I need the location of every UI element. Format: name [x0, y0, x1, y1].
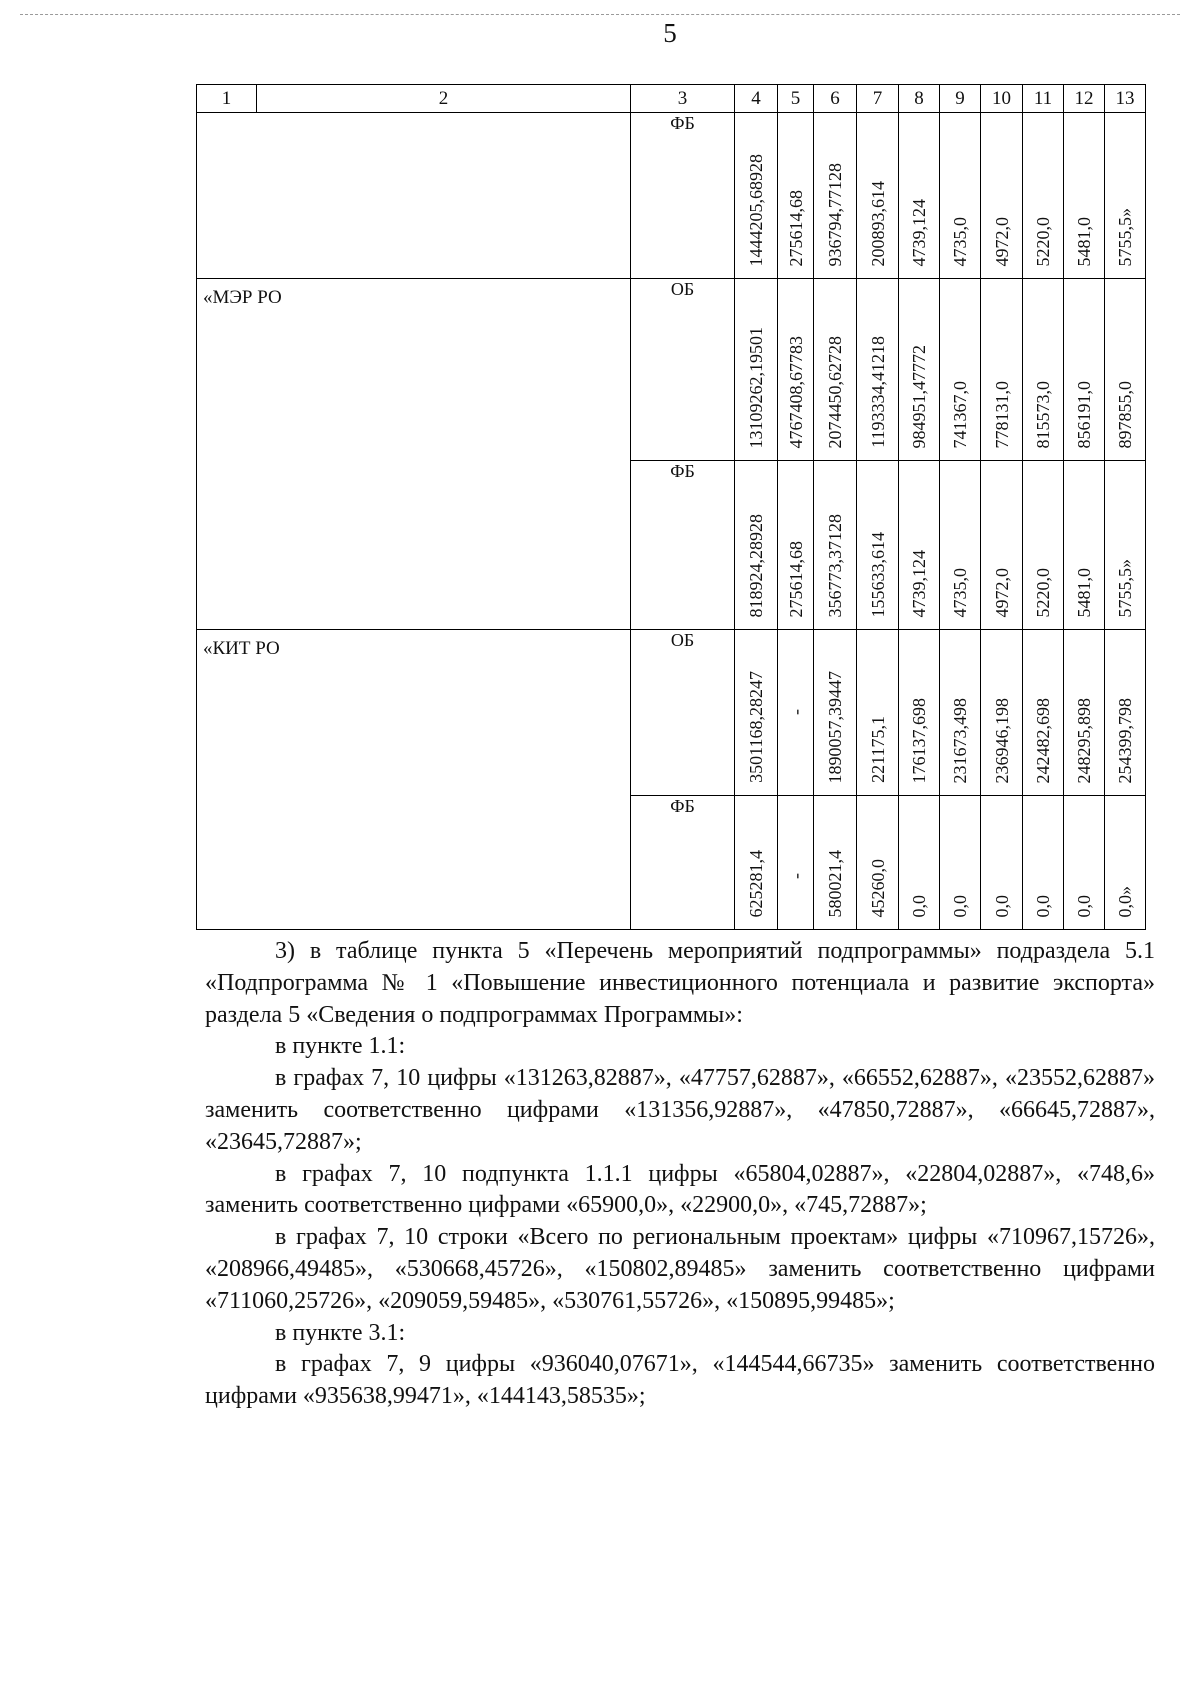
- header-cell: 3: [631, 85, 735, 113]
- value-cell: [1105, 113, 1146, 279]
- header-cell: 8: [899, 85, 940, 113]
- value-cell: [1023, 113, 1064, 279]
- value-cell: [940, 279, 981, 461]
- paragraph: в графах 7, 10 цифры «131263,82887», «47757,62887», «66552,62887», «23552,62887» заменить соответственно цифрами «131356,92887», «47850,72887», «66645,72887», «23645,72887»;: [205, 1065, 1155, 1155]
- value-cell: [1023, 630, 1064, 796]
- value-cell: [981, 796, 1023, 930]
- value-cell: [981, 630, 1023, 796]
- value-text: 0,0: [991, 894, 1012, 917]
- amendment-text: [205, 936, 1155, 1413]
- value-text: 4739,124: [909, 549, 929, 617]
- value-cell: [981, 461, 1023, 630]
- value-text: 4972,0: [991, 567, 1012, 617]
- header-cell: 6: [814, 85, 857, 113]
- value-text: 5481,0: [1074, 567, 1094, 617]
- value-cell: [899, 113, 940, 279]
- table-row: [197, 279, 1146, 461]
- value-cell: [814, 279, 857, 461]
- value-text: 0,0»: [1115, 885, 1135, 917]
- paragraph: в графах 7, 10 строки «Всего по региональным проектам» цифры «710967,15726», «208966,49485», «530668,45726», «150802,89485» заменить соответственно цифрами «711060,25726», «209059,59485», «530761,55726», «150895,99485»;: [205, 1224, 1155, 1314]
- value-cell: [857, 461, 899, 630]
- value-text: 5220,0: [1033, 216, 1053, 266]
- value-cell: [778, 796, 814, 930]
- header-cell: 7: [857, 85, 899, 113]
- value-cell: [981, 279, 1023, 461]
- value-cell: [735, 461, 778, 630]
- value-text: 0,0: [950, 894, 970, 917]
- value-cell: [1105, 630, 1146, 796]
- value-text: 5481,0: [1074, 216, 1094, 266]
- header-cell: 5: [778, 85, 814, 113]
- value-cell: [899, 630, 940, 796]
- value-cell: [778, 461, 814, 630]
- value-cell: [857, 113, 899, 279]
- value-cell: [899, 279, 940, 461]
- value-cell: [735, 796, 778, 930]
- value-cell: [1064, 796, 1105, 930]
- value-cell: [940, 796, 981, 930]
- value-text: 778131,0: [991, 380, 1012, 448]
- org-name: [197, 113, 630, 121]
- value-cell: [1023, 279, 1064, 461]
- value-text: 242482,698: [1033, 697, 1053, 783]
- budget-table: [196, 84, 1146, 930]
- value-text: 275614,68: [785, 540, 806, 617]
- value-text: -: [785, 709, 806, 715]
- table-row: [197, 630, 1146, 796]
- value-text: 815573,0: [1033, 380, 1053, 448]
- org-cell: [197, 279, 631, 630]
- value-cell: [940, 113, 981, 279]
- value-text: 0,0: [909, 894, 929, 917]
- value-text: 818924,28928: [746, 513, 766, 617]
- value-text: 1193334,41218: [867, 336, 888, 448]
- org-name: «КИТ РО: [203, 638, 280, 659]
- value-cell: [1064, 113, 1105, 279]
- header-cell: 9: [940, 85, 981, 113]
- value-text: 5755,5»: [1115, 207, 1135, 266]
- value-text: 936794,77128: [825, 162, 845, 266]
- value-text: 741367,0: [950, 380, 970, 448]
- paragraph: в графах 7, 9 цифры «936040,07671», «144544,66735» заменить соответственно цифрами «935638,99471», «144143,58535»;: [205, 1351, 1155, 1410]
- value-text: 200893,614: [867, 180, 888, 266]
- value-text: 3501168,28247: [746, 671, 766, 783]
- value-text: 13109262,19501: [746, 326, 766, 448]
- value-text: 221175,1: [867, 716, 888, 783]
- value-cell: [735, 113, 778, 279]
- header-cell: 2: [257, 85, 631, 113]
- value-text: 4972,0: [991, 216, 1012, 266]
- value-cell: [1105, 796, 1146, 930]
- value-text: 897855,0: [1115, 380, 1135, 448]
- value-text: 4739,124: [909, 198, 929, 266]
- paragraph: 3) в таблице пункта 5 «Перечень мероприятий подпрограммы» подраздела 5.1 «Подпрограмма № 1 «Повышение инвестиционного потенциала и развитие экспорта» раздела 5 «Сведения о подпрограммах Программы»:: [205, 938, 1155, 1028]
- value-text: 248295,898: [1074, 697, 1094, 783]
- paragraph: в пункте 1.1:: [275, 1033, 406, 1060]
- paragraph: в графах 7, 10 подпункта 1.1.1 цифры «65804,02887», «22804,02887», «748,6» заменить соответственно цифрами «65900,0», «22900,0», «745,72887»;: [205, 1160, 1155, 1219]
- value-cell: [857, 796, 899, 930]
- value-text: 2074450,62728: [825, 335, 845, 448]
- header-cell: 1: [197, 85, 257, 113]
- value-text: 155633,614: [867, 531, 888, 617]
- value-cell: [778, 113, 814, 279]
- value-cell: [940, 630, 981, 796]
- value-text: 4735,0: [950, 216, 970, 266]
- value-cell: [981, 113, 1023, 279]
- source-cell: ФБ: [631, 113, 735, 279]
- header-cell: 13: [1105, 85, 1146, 113]
- table-header-row: [197, 85, 1146, 113]
- value-cell: [857, 630, 899, 796]
- paragraph: в пункте 3.1:: [275, 1319, 406, 1346]
- source-cell: ФБ: [631, 461, 735, 630]
- value-text: 45260,0: [867, 858, 888, 917]
- value-text: 254399,798: [1115, 697, 1135, 783]
- value-text: 5220,0: [1033, 567, 1053, 617]
- page-number: 5: [663, 18, 677, 48]
- header-cell: 10: [981, 85, 1023, 113]
- scan-top-edge: [20, 14, 1180, 15]
- header-cell: 11: [1023, 85, 1064, 113]
- value-text: 0,0: [1033, 894, 1053, 917]
- value-text: 1890057,39447: [825, 670, 845, 783]
- value-cell: [778, 630, 814, 796]
- source-cell: ОБ: [631, 279, 735, 461]
- value-cell: [778, 279, 814, 461]
- value-cell: [899, 796, 940, 930]
- value-text: -: [785, 873, 806, 879]
- value-text: 4735,0: [950, 567, 970, 617]
- value-text: 580021,4: [825, 849, 845, 917]
- value-text: 1444205,68928: [746, 153, 766, 266]
- value-text: 275614,68: [785, 189, 806, 266]
- value-text: 0,0: [1074, 894, 1094, 917]
- value-cell: [899, 461, 940, 630]
- value-text: 236946,198: [991, 697, 1012, 783]
- value-cell: [814, 461, 857, 630]
- org-cell: [197, 113, 631, 279]
- value-cell: [735, 279, 778, 461]
- org-cell: [197, 630, 631, 930]
- value-text: 176137,698: [909, 697, 929, 783]
- value-cell: [814, 630, 857, 796]
- value-cell: [1064, 461, 1105, 630]
- value-cell: [1105, 279, 1146, 461]
- source-cell: ОБ: [631, 630, 735, 796]
- value-text: 625281,4: [746, 849, 766, 917]
- value-text: 984951,47772: [909, 344, 929, 448]
- value-cell: [735, 630, 778, 796]
- table-row: [197, 113, 1146, 279]
- value-text: 856191,0: [1074, 380, 1094, 448]
- value-cell: [1064, 630, 1105, 796]
- value-cell: [1064, 279, 1105, 461]
- header-cell: 12: [1064, 85, 1105, 113]
- value-cell: [940, 461, 981, 630]
- value-text: 356773,37128: [825, 513, 845, 617]
- org-name: «МЭР РО: [203, 287, 282, 308]
- value-cell: [1105, 461, 1146, 630]
- source-cell: ФБ: [631, 796, 735, 930]
- header-cell: 4: [735, 85, 778, 113]
- value-cell: [814, 796, 857, 930]
- value-cell: [814, 113, 857, 279]
- value-cell: [1023, 796, 1064, 930]
- value-text: 5755,5»: [1115, 558, 1135, 617]
- value-cell: [1023, 461, 1064, 630]
- value-cell: [857, 279, 899, 461]
- value-text: 4767408,67783: [785, 335, 806, 448]
- value-text: 231673,498: [950, 697, 970, 783]
